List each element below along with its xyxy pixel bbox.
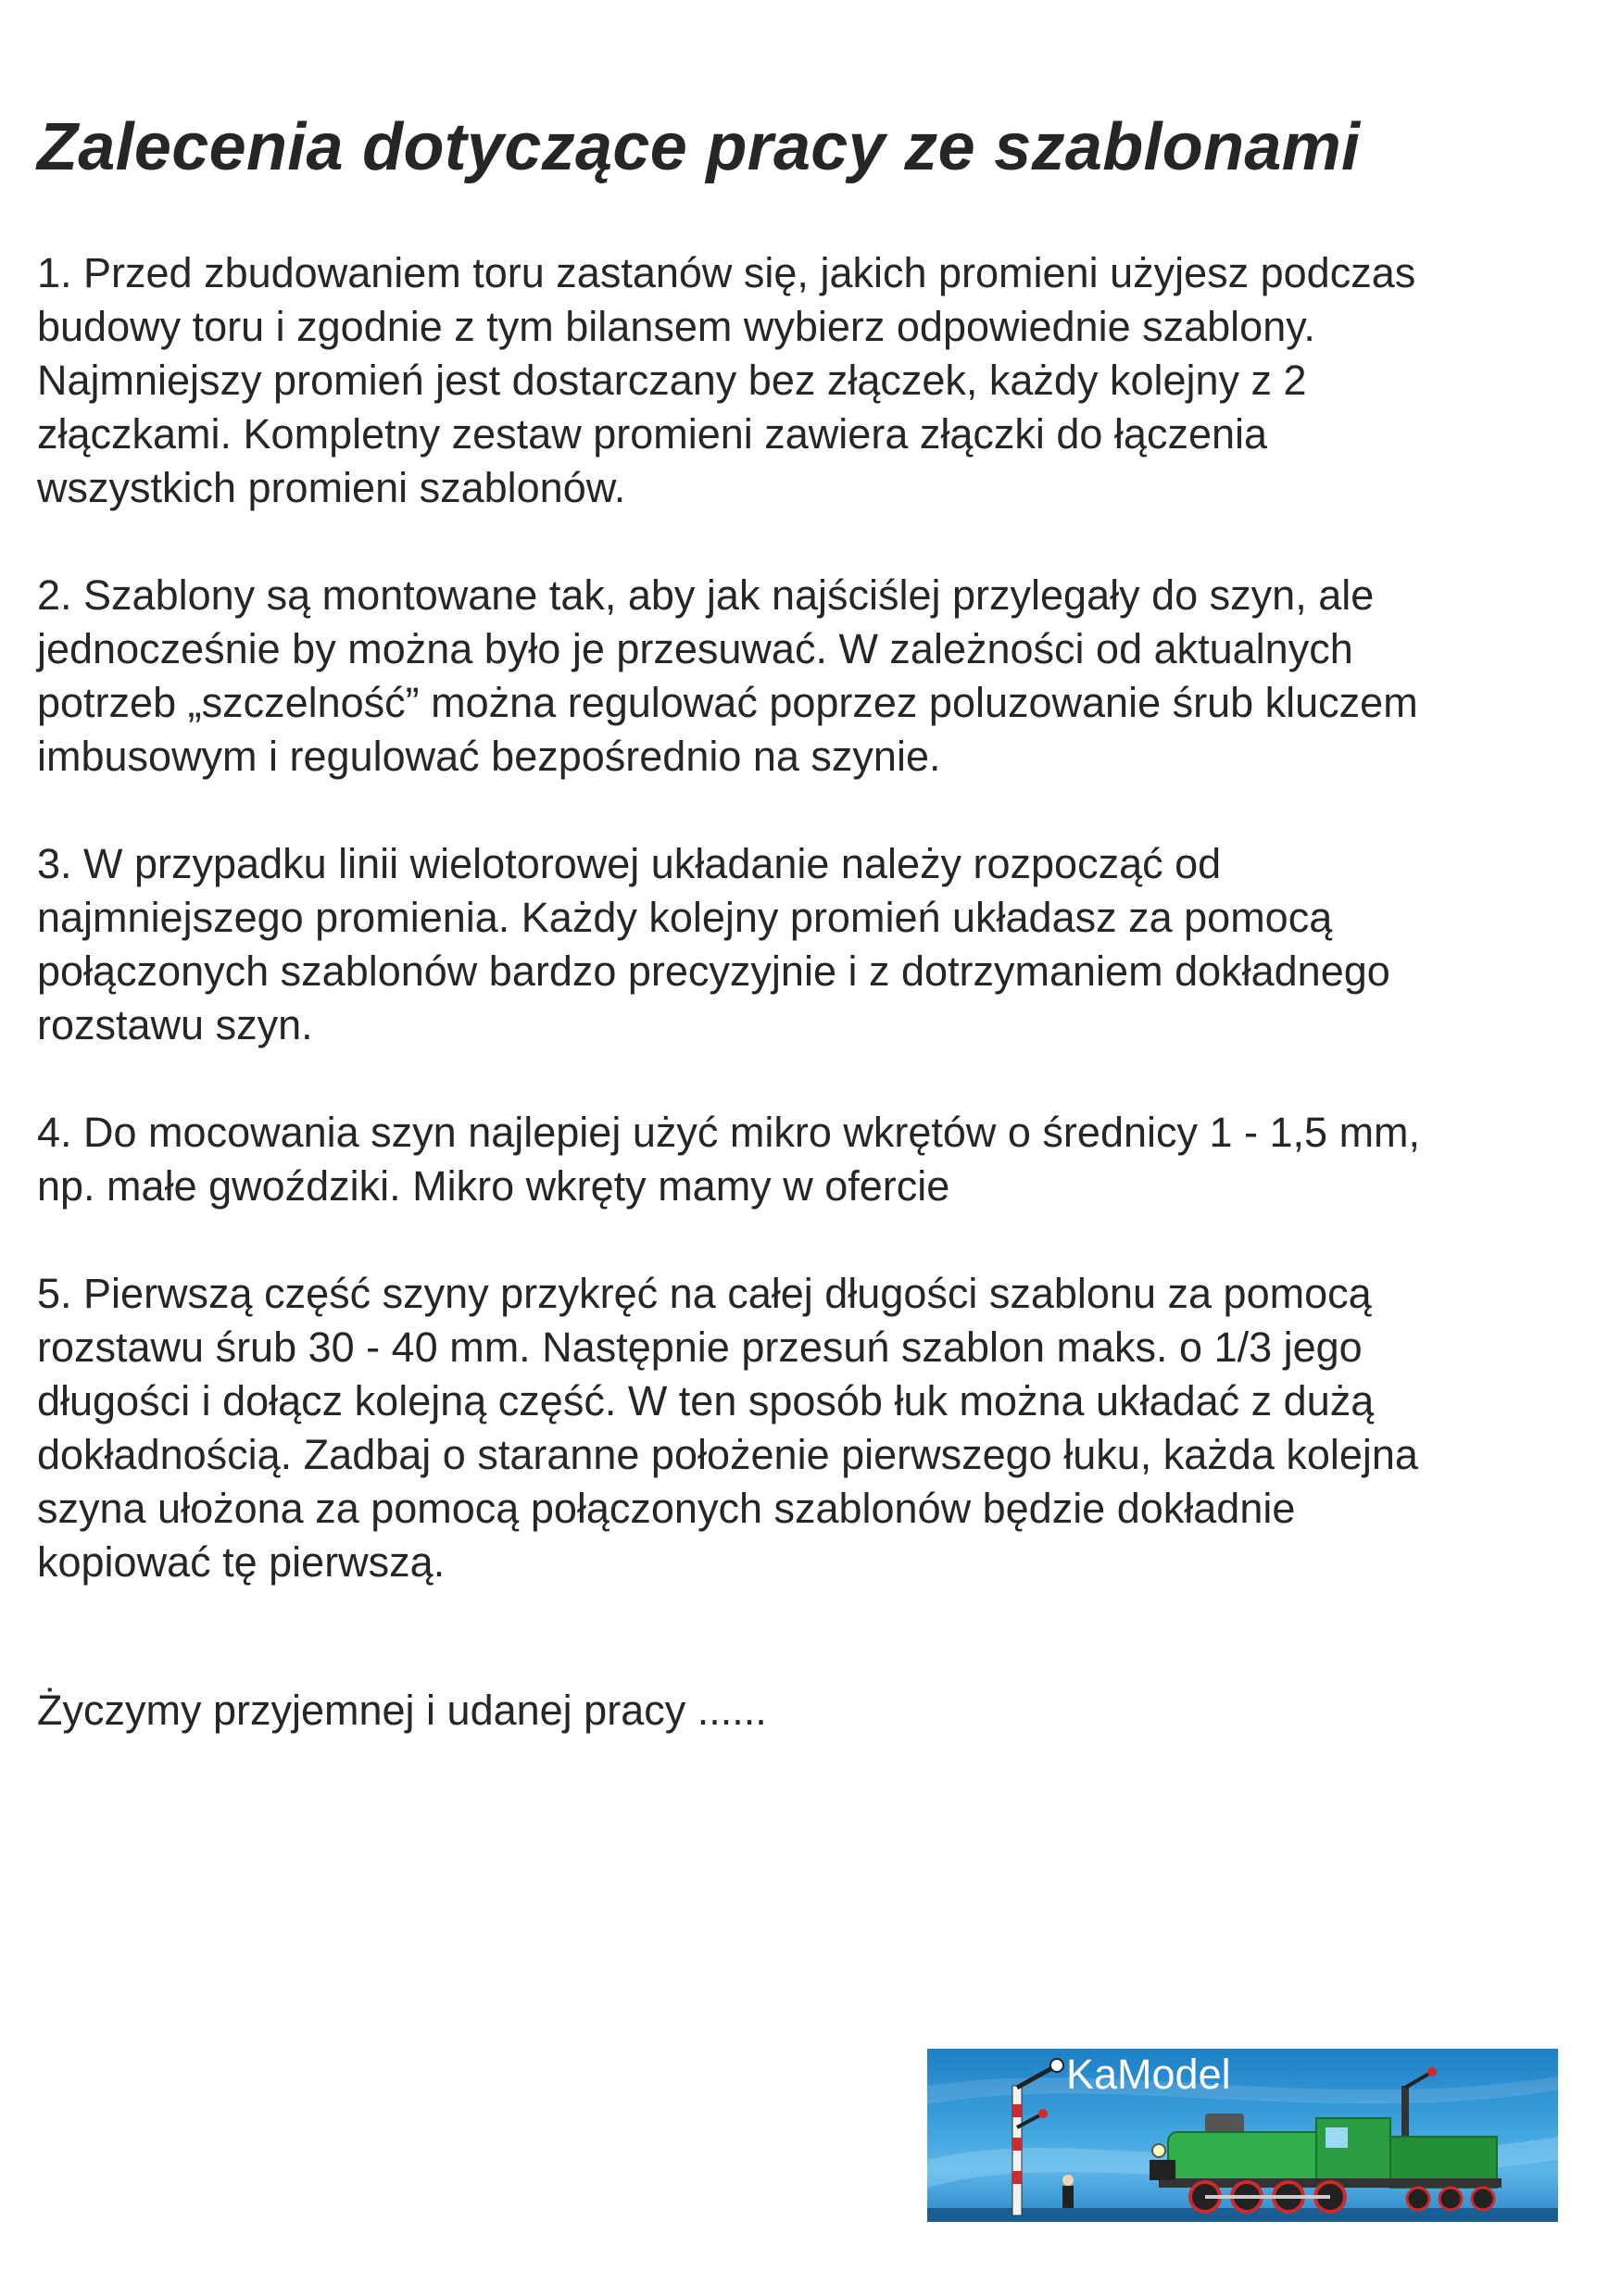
paragraph-line: kopiować tę pierwszą. bbox=[37, 1538, 446, 1586]
paragraph-line: rozstawu szyn. bbox=[37, 1001, 313, 1048]
instruction-paragraph-5 bbox=[37, 1267, 1593, 1589]
paragraph-line: Najmniejszy promień jest dostarczany bez złączek, każdy kolejny z 2 bbox=[37, 357, 1307, 404]
paragraph-line: 4. Do mocowania szyn najlepiej użyć mikro wkrętów o średnicy 1 - 1,5 mm, bbox=[37, 1109, 1421, 1156]
page-title: Zalecenia dotyczące pracy ze szablonami bbox=[37, 110, 1361, 184]
instructions bbox=[37, 246, 1593, 1643]
paragraph-line: połączonych szablonów bardzo precyzyjnie i z dotrzymaniem dokładnego bbox=[37, 947, 1390, 995]
paragraph-line: wszystkich promieni szablonów. bbox=[37, 464, 626, 511]
instruction-paragraph-2 bbox=[37, 569, 1593, 784]
paragraph-line: rozstawu śrub 30 - 40 mm. Następnie przesuń szablon maks. o 1/3 jego bbox=[37, 1324, 1363, 1371]
paragraph-line: jednocześnie by można było je przesuwać. W zależności od aktualnych bbox=[37, 625, 1353, 672]
person-figure-icon bbox=[1062, 2175, 1074, 2208]
instruction-paragraph-4 bbox=[37, 1106, 1593, 1213]
paragraph-line: potrzeb „szczelność” można regulować poprzez poluzowanie śrub kluczem bbox=[37, 679, 1418, 726]
logo-illustration bbox=[927, 2049, 1558, 2222]
instruction-paragraph-3 bbox=[37, 837, 1593, 1052]
steam-locomotive-icon bbox=[1150, 2114, 1502, 2212]
paragraph-line: 1. Przed zbudowaniem toru zastanów się, jakich promieni użyjesz podczas bbox=[37, 249, 1416, 296]
paragraph-line: 2. Szablony są montowane tak, aby jak najściślej przylegały do szyn, ale bbox=[37, 571, 1375, 619]
paragraph-line: dokładnością. Zadbaj o staranne położenie pierwszego łuku, każda kolejna bbox=[37, 1431, 1418, 1478]
paragraph-line: szyna ułożona za pomocą połączonych szablonów będzie dokładnie bbox=[37, 1485, 1296, 1532]
paragraph-line: budowy toru i zgodnie z tym bilansem wybierz odpowiednie szablony. bbox=[37, 303, 1315, 350]
kamodel-logo bbox=[927, 2049, 1558, 2222]
paragraph-line: najmniejszego promienia. Każdy kolejny promień układasz za pomocą bbox=[37, 894, 1333, 941]
closing-wish: Życzymy przyjemnej i udanej pracy ...... bbox=[37, 1687, 767, 1734]
instruction-paragraph-1 bbox=[37, 246, 1593, 515]
paragraph-line: 5. Pierwszą część szyny przykręć na całej długości szablonu za pomocą bbox=[37, 1270, 1372, 1317]
paragraph-line: 3. W przypadku linii wielotorowej układanie należy rozpocząć od bbox=[37, 840, 1222, 887]
paragraph-line: np. małe gwoździki. Mikro wkręty mamy w ofercie bbox=[37, 1162, 950, 1210]
paragraph-line: imbusowym i regulować bezpośrednio na szynie. bbox=[37, 733, 941, 780]
logo-brand-text: KaModel bbox=[1066, 2051, 1231, 2098]
paragraph-line: długości i dołącz kolejną część. W ten sposób łuk można układać z dużą bbox=[37, 1377, 1375, 1424]
paragraph-line: złączkami. Kompletny zestaw promieni zawiera złączki do łączenia bbox=[37, 410, 1268, 458]
